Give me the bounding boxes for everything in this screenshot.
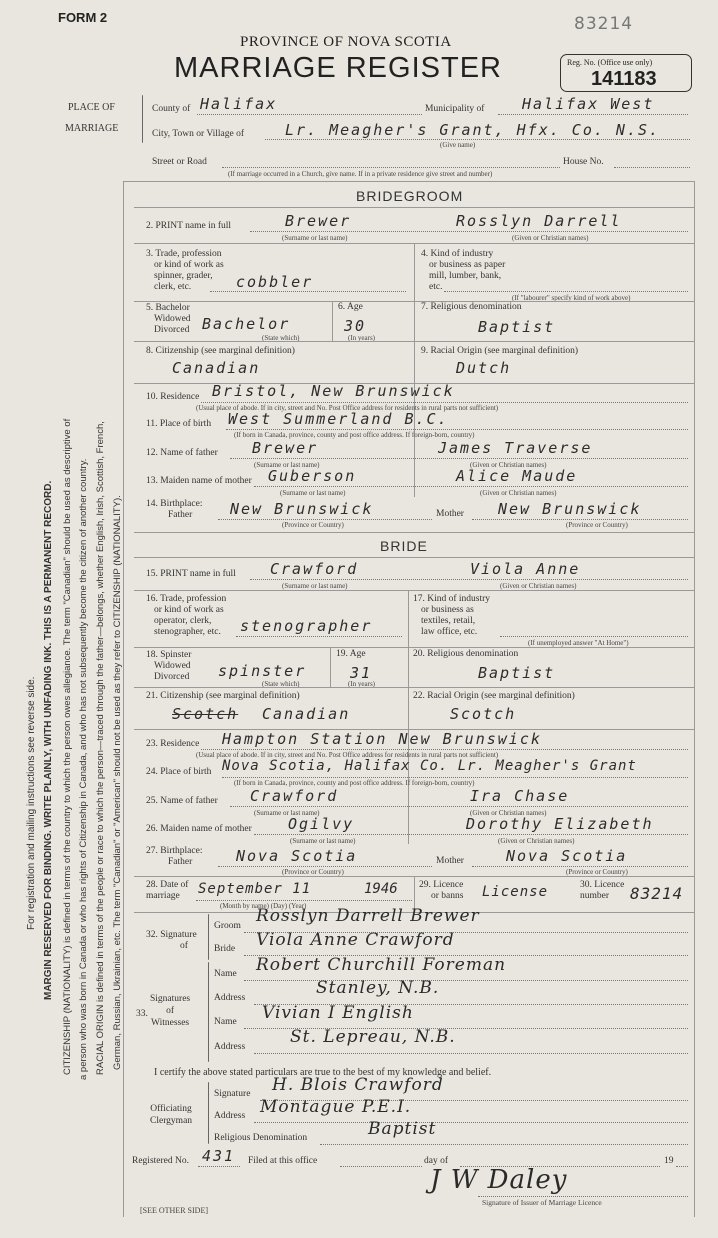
groom-racial: Dutch <box>456 359 512 377</box>
bride-birth: Nova Scotia, Halifax Co. Lr. Meagher's Grant <box>222 758 637 774</box>
witness1-name-label: Name <box>214 969 237 979</box>
caption: (Surname or last name) <box>282 234 348 242</box>
see-other-side: [SEE OTHER SIDE] <box>140 1206 208 1215</box>
date-label: 28. Date of marriage <box>146 880 189 901</box>
caption: (Usual place of abode. If in city, street and No. Post Office address for residents in rural parts not sufficient) <box>196 751 499 759</box>
form-number: FORM 2 <box>58 10 108 25</box>
groom-citizen-label: 8. Citizenship (see marginal definition) <box>146 346 295 356</box>
side-note-citizenship: CITIZENSHIP (NATIONALITY) is defined in terms of the country to which the person owes allegiance. The term "Canadian" should be used as descriptive of <box>62 418 73 1075</box>
city-label: City, Town or Village of <box>152 129 244 139</box>
bride-racial-label: 22. Racial Origin (see marginal definition) <box>413 691 575 701</box>
reg-box <box>560 54 692 92</box>
marriage-date: September 11 <box>198 881 312 897</box>
bride-citizen-label: 21. Citizenship (see marginal definition) <box>146 691 300 701</box>
caption: (Given or Christian names) <box>512 234 589 242</box>
county-value: Halifax <box>200 95 278 113</box>
place-label-2: MARRIAGE <box>65 123 119 134</box>
caption: (Given or Christian names) <box>470 809 547 817</box>
bride-status-label: 18. Spinster Widowed Divorced <box>146 650 192 682</box>
groom-father-birthplace: New Brunswick <box>230 500 374 518</box>
registered-number: 431 <box>202 1147 236 1165</box>
licence-number: 83214 <box>630 884 684 903</box>
groom-age: 30 <box>344 317 367 335</box>
groom-residence: Bristol, New Brunswick <box>212 382 455 400</box>
side-note-racial-2: German, Russian, Ukrainian, etc. The term "Canadian" or "American" should not be used as they refer to CITIZENSHIP (NATIONALITY). <box>112 495 123 1070</box>
bride-residence: Hampton Station New Brunswick <box>222 730 542 748</box>
place-brace <box>142 95 143 143</box>
groom-trade: cobbler <box>236 273 314 291</box>
bride-birthplace-label: 27. Birthplace: Father <box>146 846 203 867</box>
caption: (If born in Canada, province, county and post office address. If foreign-born, country) <box>234 779 475 787</box>
caption: (If "labourer" specify kind of work above) <box>512 294 631 302</box>
bride-racial: Scotch <box>450 705 517 723</box>
caption: (State which) <box>262 680 300 688</box>
bride-citizen: Canadian <box>262 705 351 723</box>
city-line <box>265 139 690 140</box>
side-note-racial: RACIAL ORIGIN is defined in terms of the people or race to which the person—traced through the father—belongs, whether English, Irish, Scottish, French, <box>95 421 106 1075</box>
groom-mother-label: 13. Maiden name of mother <box>146 476 252 486</box>
side-note-margin: MARGIN RESERVED FOR BINDING. WRITE PLAINLY, WITH UNFADING INK. THIS IS A PERMANENT RECORD. <box>43 480 54 1000</box>
caption: (Usual place of abode. If in city, street and No. Post Office address for residents in rural parts not sufficient) <box>196 404 499 412</box>
reg-box-label: Reg. No. (Office use only) <box>567 58 653 67</box>
bride-status: spinster <box>218 662 307 680</box>
bride-birth-label: 24. Place of birth <box>146 767 212 777</box>
page-title: MARRIAGE REGISTER <box>174 52 502 84</box>
house-label: House No. <box>563 157 604 167</box>
bride-residence-label: 23. Residence <box>146 739 200 749</box>
groom-section-title: BRIDEGROOM <box>356 188 464 204</box>
groom-status-label: 5. Bachelor Widowed Divorced <box>146 303 191 335</box>
city-caption: (Give name) <box>440 141 476 149</box>
witness2-name-label: Name <box>214 1017 237 1027</box>
day-label: day of <box>424 1156 449 1166</box>
county-line <box>197 114 422 115</box>
street-caption: (If marriage occurred in a Church, give name. If in a private residence give street and number) <box>228 170 493 178</box>
groom-surname: Brewer <box>285 212 352 230</box>
issuer-caption: Signature of Issuer of Marriage Licence <box>482 1198 602 1207</box>
groom-status: Bachelor <box>202 315 291 333</box>
place-label-1: PLACE OF <box>68 102 115 113</box>
certify-text: I certify the above stated particulars are true to the best of my knowledge and belief. <box>154 1067 492 1078</box>
groom-residence-label: 10. Residence <box>146 392 200 402</box>
bride-age-label: 19. Age <box>336 649 366 659</box>
caption: (Given or Christian names) <box>480 489 557 497</box>
caption: (Province or Country) <box>282 521 344 529</box>
caption: (Surname or last name) <box>254 809 320 817</box>
witness-num: 33. <box>136 1009 148 1019</box>
bride-mother-surname: Ogilvy <box>288 815 355 833</box>
groom-mother-bp-label: Mother <box>436 509 464 519</box>
muni-label: Municipality of <box>425 104 485 114</box>
street-label: Street or Road <box>152 157 207 167</box>
groom-industry-label: 4. Kind of industry or business as paper mill, lumber, bank, etc. <box>421 249 506 292</box>
caption: (Province or Country) <box>566 868 628 876</box>
bride-father-surname: Crawford <box>250 787 339 805</box>
groom-citizen: Canadian <box>172 359 261 377</box>
bride-trade-label: 16. Trade, profession or kind of work as operator, clerk, stenographer, etc. <box>146 594 227 637</box>
groom-mother-given: Alice Maude <box>456 467 578 485</box>
clergy-sig-label: Signature <box>214 1089 251 1099</box>
side-note-instructions: For registration and mailing instructions see reverse side. <box>26 676 37 930</box>
caption: (Surname or last name) <box>254 461 320 469</box>
bride-section-title: BRIDE <box>380 538 428 554</box>
bride-signature: Viola Anne Crawford <box>256 930 455 950</box>
witness-label: Signatures of Witnesses <box>150 994 191 1028</box>
caption: (If born in Canada, province, county and post office address. If foreign-born, country) <box>234 431 475 439</box>
licence-label: 29. Licence or banns <box>419 880 464 901</box>
muni-value: Halifax West <box>522 95 655 113</box>
caption: (If unemployed answer "At Home") <box>528 639 629 647</box>
caption: (Month by name) (Day) (Year) <box>220 902 307 910</box>
witness1-address: Stanley, N.B. <box>316 978 440 998</box>
caption: (Province or Country) <box>566 521 628 529</box>
caption: (Given or Christian names) <box>470 461 547 469</box>
bride-father-label: 25. Name of father <box>146 796 218 806</box>
licence-type: License <box>482 884 549 900</box>
bride-trade: stenographer <box>240 617 373 635</box>
bride-father-birthplace: Nova Scotia <box>236 847 358 865</box>
caption: (Surname or last name) <box>280 489 346 497</box>
caption: (Province or Country) <box>282 868 344 876</box>
issuer-signature: J W Daley <box>430 1165 568 1195</box>
pencil-number: 83214 <box>574 14 634 34</box>
caption: (Surname or last name) <box>282 582 348 590</box>
caption: (Given or Christian names) <box>500 582 577 590</box>
witness2-name: Vivian I English <box>262 1003 414 1023</box>
side-note-citizenship-2: a person who was born in Canada or who has rights of Citizenship in Canada, and who has not subsequently become the citizen of another country. <box>78 458 89 1080</box>
caption: (Given or Christian names) <box>498 837 575 845</box>
bride-surname: Crawford <box>270 560 359 578</box>
bride-age: 31 <box>350 664 373 682</box>
clergy-denomination: Baptist <box>368 1119 437 1139</box>
clergy-denom-label: Religious Denomination <box>214 1133 308 1143</box>
caption: (In years) <box>348 680 376 688</box>
bride-sig-label: Bride <box>214 944 236 954</box>
bride-mother-label: 26. Maiden name of mother <box>146 824 252 834</box>
groom-given: Rosslyn Darrell <box>456 212 622 230</box>
groom-mother-surname: Guberson <box>268 467 357 485</box>
caption: (State which) <box>262 334 300 342</box>
muni-line <box>498 114 688 115</box>
caption: (Surname or last name) <box>290 837 356 845</box>
filed-label: Filed at this office <box>248 1156 318 1166</box>
bride-mother-birthplace: Nova Scotia <box>506 847 628 865</box>
witness2-address-label: Address <box>214 1042 246 1052</box>
clergy-signature: H. Blois Crawford <box>272 1075 444 1095</box>
bride-mother-given: Dorothy Elizabeth <box>466 815 654 833</box>
groom-religion-label: 7. Religious denomination <box>421 302 522 312</box>
witness1-address-label: Address <box>214 993 246 1003</box>
groom-trade-label: 3. Trade, profession or kind of work as spinner, grader, clerk, etc. <box>146 249 224 292</box>
groom-father-surname: Brewer <box>252 439 319 457</box>
clergy-label: Officiating Clergyman <box>150 1104 193 1126</box>
groom-name-label: 2. PRINT name in full <box>146 221 232 231</box>
groom-racial-label: 9. Racial Origin (see marginal definition) <box>421 346 579 356</box>
groom-religion: Baptist <box>478 318 556 336</box>
groom-mother-birthplace: New Brunswick <box>498 500 642 518</box>
street-line <box>222 167 560 168</box>
year-label: 19 <box>664 1156 674 1166</box>
groom-age-label: 6. Age <box>338 302 363 312</box>
groom-birthplace-label: 14. Birthplace: Father <box>146 499 203 520</box>
clergy-address-label: Address <box>214 1111 246 1121</box>
groom-father-label: 12. Name of father <box>146 448 218 458</box>
witness2-address: St. Lepreau, N.B. <box>290 1027 456 1047</box>
bride-religion: Baptist <box>478 664 556 682</box>
sig-label: 32. Signature of <box>146 930 197 951</box>
groom-birth: West Summerland B.C. <box>228 410 449 428</box>
house-line <box>614 167 690 168</box>
registered-label: Registered No. <box>132 1156 189 1166</box>
bride-industry-label: 17. Kind of industry or business as textiles, retail, law office, etc. <box>413 594 491 637</box>
bride-father-given: Ira Chase <box>470 787 570 805</box>
caption: (In years) <box>348 334 376 342</box>
county-label: County of <box>152 104 191 114</box>
bride-name-label: 15. PRINT name in full <box>146 569 236 579</box>
marriage-year: 1946 <box>364 881 398 897</box>
bride-given: Viola Anne <box>470 560 581 578</box>
witness1-name: Robert Churchill Foreman <box>256 955 507 975</box>
clergy-address: Montague P.E.I. <box>260 1097 412 1117</box>
groom-sig-label: Groom <box>214 921 241 931</box>
groom-father-given: James Traverse <box>438 439 593 457</box>
bride-religion-label: 20. Religious denomination <box>413 649 519 659</box>
reg-number: 141183 <box>591 68 657 90</box>
bride-citizen-struck: Scotch <box>172 705 239 723</box>
province-title: PROVINCE OF NOVA SCOTIA <box>240 34 452 50</box>
bride-mother-bp-label: Mother <box>436 856 464 866</box>
city-value: Lr. Meagher's Grant, Hfx. Co. N.S. <box>285 121 661 139</box>
licence-number-label: 30. Licence number <box>580 880 625 901</box>
groom-birth-label: 11. Place of birth <box>146 419 212 429</box>
groom-signature: Rosslyn Darrell Brewer <box>256 906 480 926</box>
